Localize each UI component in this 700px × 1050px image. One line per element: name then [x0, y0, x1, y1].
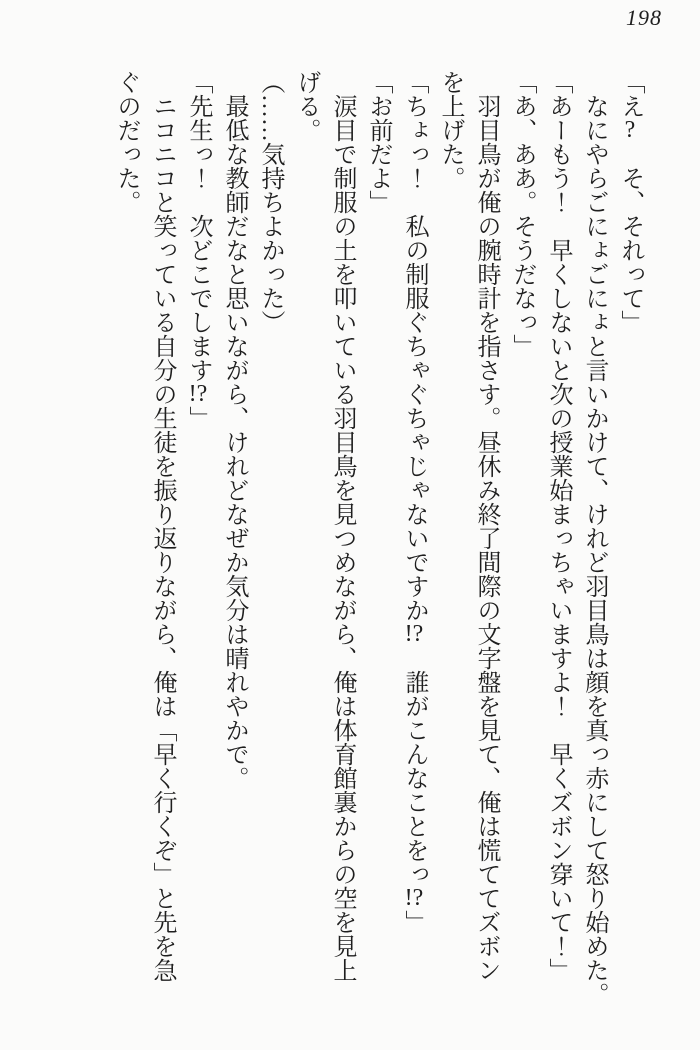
text-line: げる。: [293, 70, 319, 142]
text-line: 「お前だよ」: [365, 70, 391, 214]
body-text: [108, 70, 648, 1006]
text-line: 「え? そ、それって」: [617, 70, 643, 334]
text-line: を上げた。: [437, 70, 463, 190]
text-line: （……気持ちよかった）: [257, 70, 283, 334]
text-line: 涙目で制服の土を叩いている羽目鳥を見つめながら、俺は体育館裏からの空を見上: [329, 94, 355, 982]
text-line: 「ちょっ！ 私の制服ぐちゃぐちゃじゃないですか!? 誰がこんなことをっ!?」: [401, 70, 427, 934]
text-line: 最低な教師だなと思いながら、けれどなぜか気分は晴れやかで。: [221, 94, 247, 790]
text-line: 「先生っ！ 次どこでします!?」: [185, 70, 211, 430]
page-number: 198: [626, 5, 662, 30]
text-line: なにやらごにょごにょと言いかけて、けれど羽目鳥は顔を真っ赤にして怒り始めた。: [581, 94, 607, 1006]
text-line: 「あ、ああ。そうだなっ」: [509, 70, 535, 358]
text-line: ぐのだった。: [113, 70, 139, 214]
text-line: 羽目鳥が俺の腕時計を指さす。昼休み終了間際の文字盤を見て、俺は慌ててズボン: [473, 94, 499, 982]
text-line: 「あーもう！ 早くしないと次の授業始まっちゃいますよ！ 早くズボン穿いて！」: [545, 70, 571, 982]
text-line: ニコニコと笑っている自分の生徒を振り返りながら、俺は「早く行くぞ」と先を急: [149, 94, 175, 982]
